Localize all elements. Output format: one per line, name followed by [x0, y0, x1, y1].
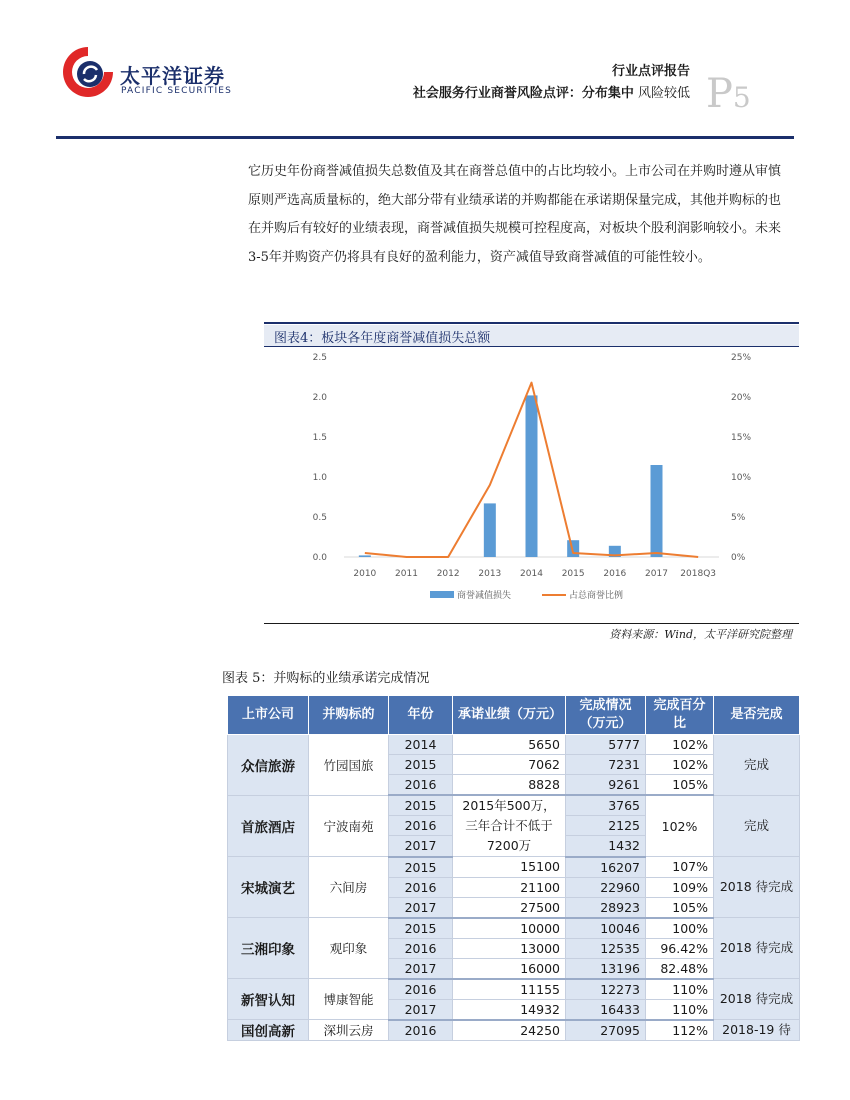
- pct-cell: 109%: [646, 877, 714, 897]
- figure4-title-bar: [264, 325, 799, 347]
- pacific-securities-logo-icon: [60, 44, 116, 100]
- y-left-tick-label: 0.0: [312, 553, 327, 563]
- y-right-tick-label: 15%: [731, 433, 752, 443]
- pct-cell: 112%: [646, 1020, 714, 1041]
- actual-cell: 5777: [566, 735, 646, 755]
- x-tick-label: 2018Q3: [680, 569, 717, 579]
- year-cell: 2017: [389, 836, 453, 857]
- table-row: [228, 795, 800, 816]
- year-cell: 2017: [389, 958, 453, 979]
- logo-name-en: PACIFIC SECURITIES: [121, 86, 233, 96]
- page-number: [706, 71, 751, 118]
- status-cell: 完成: [714, 735, 800, 796]
- bar: [526, 395, 538, 557]
- target-cell: 观印象: [309, 918, 389, 979]
- pct-cell: 82.48%: [646, 958, 714, 979]
- year-cell: 2015: [389, 755, 453, 775]
- actual-cell: 3765: [566, 795, 646, 816]
- y-left-tick-label: 2.0: [312, 393, 327, 403]
- promise-cell: 24250: [453, 1020, 566, 1041]
- page-letter: P: [706, 71, 733, 117]
- report-title-main: 社会服务行业商誉风险点评：分布集中: [412, 86, 634, 101]
- chart-legend: [430, 589, 623, 601]
- year-cell: 2016: [389, 979, 453, 1000]
- figure4-source: 资料来源：Wind，太平洋研究院整理: [609, 628, 792, 641]
- pct-cell: 105%: [646, 897, 714, 918]
- chart-bars: [359, 395, 663, 557]
- pct-cell: 102%: [646, 755, 714, 775]
- table-header-row: [228, 696, 800, 735]
- bar: [567, 540, 579, 557]
- y-right-tick-label: 0%: [731, 553, 746, 563]
- actual-cell: 9261: [566, 775, 646, 796]
- promise-cell: 21100: [453, 877, 566, 897]
- year-cell: 2016: [389, 1020, 453, 1041]
- promise-cell: 14932: [453, 999, 566, 1020]
- actual-cell: 1432: [566, 836, 646, 857]
- status-cell: 2018 待完成: [714, 857, 800, 918]
- y-left-tick-label: 1.0: [312, 473, 327, 483]
- x-tick-label: 2011: [395, 569, 418, 579]
- table-row: [228, 1020, 800, 1041]
- actual-cell: 16433: [566, 999, 646, 1020]
- target-cell: 深圳云房: [309, 1020, 389, 1041]
- actual-cell: 16207: [566, 857, 646, 878]
- table-row: [228, 918, 800, 939]
- actual-cell: 2125: [566, 816, 646, 836]
- company-cell: 国创高新: [228, 1020, 309, 1041]
- year-cell: 2016: [389, 938, 453, 958]
- status-cell: 2018 待完成: [714, 918, 800, 979]
- pct-cell: 107%: [646, 857, 714, 878]
- col-header-year: 年份: [389, 696, 453, 735]
- x-tick-label: 2014: [520, 569, 543, 579]
- legend-label-bars: 商誉减值损失: [457, 591, 512, 601]
- y-right-tick-label: 10%: [731, 473, 752, 483]
- report-type: 行业点评报告: [611, 64, 690, 79]
- col-header-target: 并购标的: [309, 696, 389, 735]
- legend-label-line: 占总商誉比例: [569, 591, 624, 601]
- earnout-performance-table: [227, 695, 800, 1041]
- year-cell: 2015: [389, 795, 453, 816]
- pct-cell: 96.42%: [646, 938, 714, 958]
- report-title-sub: 风险较低: [633, 86, 690, 101]
- y-left-tick-label: 0.5: [312, 513, 327, 523]
- pct-cell: 102%: [646, 735, 714, 755]
- figure4-top-rule: [264, 322, 799, 324]
- actual-cell: 28923: [566, 897, 646, 918]
- y-right-tick-label: 20%: [731, 393, 752, 403]
- promise-cell: 7062: [453, 755, 566, 775]
- promise-cell: 8828: [453, 775, 566, 796]
- logo-name-cn: 太平洋证券: [120, 64, 225, 88]
- figure5-title: 图表 5：并购标的业绩承诺完成情况: [222, 671, 430, 686]
- promise-merged-cell: 2015年500万，三年合计不低于7200万: [453, 795, 566, 857]
- company-cell: 众信旅游: [228, 735, 309, 796]
- year-cell: 2017: [389, 999, 453, 1020]
- year-cell: 2014: [389, 735, 453, 755]
- bar: [359, 555, 371, 557]
- figure4-title: 图表4：板块各年度商誉减值损失总额: [274, 331, 491, 346]
- year-cell: 2015: [389, 918, 453, 939]
- report-title: [413, 82, 690, 101]
- pct-cell: 100%: [646, 918, 714, 939]
- promise-cell: 5650: [453, 735, 566, 755]
- promise-cell: 15100: [453, 857, 566, 878]
- header-divider: [56, 136, 794, 139]
- x-tick-label: 2010: [353, 569, 377, 579]
- x-tick-label: 2013: [478, 569, 502, 579]
- pct-cell: 110%: [646, 999, 714, 1020]
- pct-cell: 110%: [646, 979, 714, 1000]
- col-header-status: 是否完成: [714, 696, 800, 735]
- target-cell: 六间房: [309, 857, 389, 918]
- body-paragraph: 它历史年份商誉减值损失总数值及其在商誉总值中的占比均较小。上市公司在并购时遵从审慎原则严选高质量标的，绝大部分带有业绩承诺的并购都能在承诺期保量完成，其他并购标的也在并购后有较好的业绩表现，商誉减值损失规模可控程度高，对板块个股利润影响较小。未来3-5年并购资产仍将具有良好的盈利能力，资产减值导致商誉减值的可能性较小。: [248, 164, 782, 265]
- company-cell: 三湘印象: [228, 918, 309, 979]
- status-cell: 2018 待完成: [714, 979, 800, 1020]
- legend-swatch-bars: [430, 591, 454, 598]
- company-cell: 宋城演艺: [228, 857, 309, 918]
- promise-cell: 16000: [453, 958, 566, 979]
- pct-cell: 105%: [646, 775, 714, 796]
- promise-cell: 13000: [453, 938, 566, 958]
- y-left-tick-label: 2.5: [312, 353, 327, 363]
- target-cell: 宁波南苑: [309, 795, 389, 857]
- actual-cell: 10046: [566, 918, 646, 939]
- col-header-actual: 完成情况（万元）: [566, 696, 646, 735]
- x-tick-label: 2012: [436, 569, 460, 579]
- figure4-title-rule: [264, 346, 799, 347]
- x-tick-label: 2015: [561, 569, 585, 579]
- year-cell: 2016: [389, 775, 453, 796]
- target-cell: 竹园国旅: [309, 735, 389, 796]
- actual-cell: 27095: [566, 1020, 646, 1041]
- actual-cell: 7231: [566, 755, 646, 775]
- status-cell: 完成: [714, 795, 800, 857]
- target-cell: 博康智能: [309, 979, 389, 1020]
- actual-cell: 13196: [566, 958, 646, 979]
- col-header-company: 上市公司: [228, 696, 309, 735]
- y-right-tick-label: 25%: [731, 353, 752, 363]
- company-cell: 首旅酒店: [228, 795, 309, 857]
- bar: [651, 465, 663, 557]
- table-row: [228, 857, 800, 878]
- year-cell: 2017: [389, 897, 453, 918]
- status-cell: 2018-19 待: [714, 1020, 800, 1041]
- bar: [484, 503, 496, 557]
- promise-cell: 11155: [453, 979, 566, 1000]
- page-digit: 5: [732, 81, 751, 114]
- year-cell: 2016: [389, 816, 453, 836]
- actual-cell: 22960: [566, 877, 646, 897]
- promise-cell: 27500: [453, 897, 566, 918]
- y-right-tick-label: 5%: [731, 513, 746, 523]
- goodwill-impairment-chart: [264, 348, 799, 618]
- promise-cell: 10000: [453, 918, 566, 939]
- company-cell: 新智认知: [228, 979, 309, 1020]
- actual-cell: 12535: [566, 938, 646, 958]
- col-header-promise: 承诺业绩（万元）: [453, 696, 566, 735]
- year-cell: 2016: [389, 877, 453, 897]
- actual-cell: 12273: [566, 979, 646, 1000]
- x-tick-label: 2016: [603, 569, 627, 579]
- y-left-tick-label: 1.5: [312, 433, 327, 443]
- year-cell: 2015: [389, 857, 453, 878]
- table-row: [228, 979, 800, 1000]
- col-header-pct: 完成百分比: [646, 696, 714, 735]
- figure4-bottom-rule: [264, 623, 799, 624]
- x-tick-label: 2017: [645, 569, 668, 579]
- pct-merged-cell: 102%: [646, 795, 714, 857]
- table-row: [228, 735, 800, 755]
